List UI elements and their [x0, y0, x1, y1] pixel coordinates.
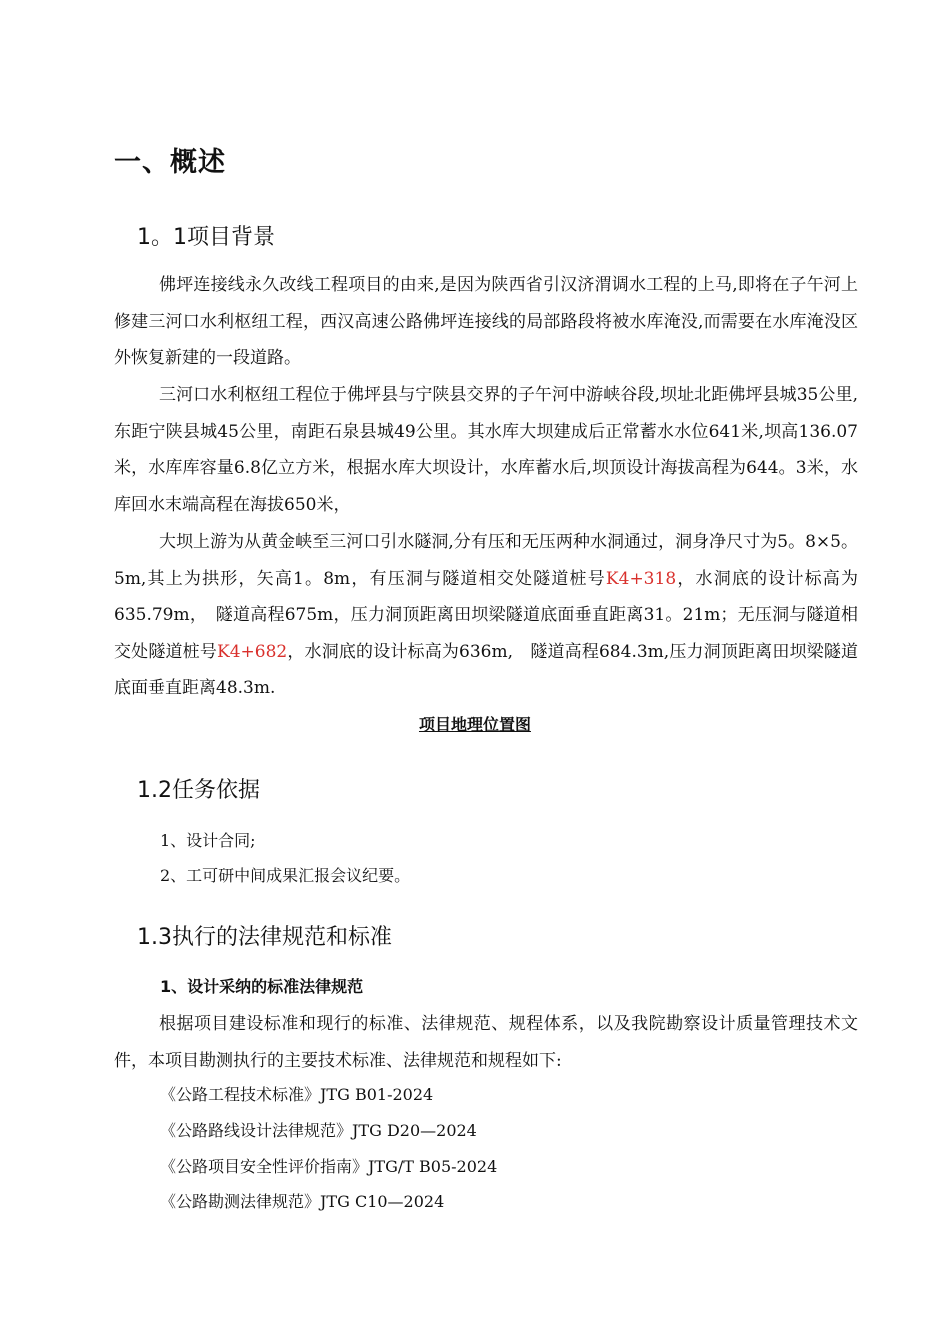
paragraph-text: 大坝上游为从黄金峡至三河口引水隧洞,分有压和无压两种水洞通过，洞身净尺寸为5。8×5。5m,其上为拱形，矢高1。8m，有压洞与隧道相交处隧道桩号 — [114, 532, 858, 589]
standard-item-1: 《公路工程技术标准》JTG B01-2024 — [160, 1085, 434, 1104]
paragraph-text: ，水洞底的设计标高为636m, 隧道高程684.3m,压力洞顶距离田坝梁隧道底面垂直距离48.3m. — [114, 641, 859, 698]
station-number-1: K4+318 — [605, 568, 677, 589]
standard-item-3: 《公路项目安全性评价指南》JTG/T B05-2024 — [160, 1157, 498, 1176]
chapter-heading: 一、概述 — [114, 147, 226, 178]
paragraph-standards: 根据项目建设标准和现行的标准、法律规范、规程体系，以及我院勘察设计质量管理技术文件，本项目勘测执行的主要技术标准、法律规范和规程如下: — [114, 1014, 858, 1071]
basis-item-2: 2、工可研中间成果汇报会议纪要。 — [160, 866, 411, 885]
subsection-title: 1、设计采纳的标准法律规范 — [160, 977, 364, 996]
station-number-2: K4+682 — [217, 641, 288, 662]
section-title-1-3: 1.3执行的法律规范和标准 — [137, 925, 392, 950]
paragraph-text: ，水洞底的设计标高为635.79m， 隧道高程675m，压力洞顶距离田坝梁隧道底面垂直距离31。21m；无压洞与隧道相交处隧道桩号 — [114, 568, 858, 662]
standard-item-4: 《公路勘测法律规范》JTG C10—2024 — [160, 1192, 445, 1211]
section-title-1-2: 1.2任务依据 — [137, 778, 260, 803]
standard-item-2: 《公路路线设计法律规范》JTG D20—2024 — [160, 1121, 477, 1140]
section-title-1-1: 1。1项目背景 — [137, 225, 275, 250]
basis-item-1: 1、设计合同; — [160, 831, 256, 850]
paragraph-background-1: 佛坪连接线永久改线工程项目的由来,是因为陕西省引汉济渭调水工程的上马,即将在子午河上修建三河口水利枢纽工程，西汉高速公路佛坪连接线的局部路段将被水库淹没,而需要在水库淹没区外恢复新建的一段道路。 — [114, 275, 858, 368]
paragraph-background-2: 三河口水利枢纽工程位于佛坪县与宁陕县交界的子午河中游峡谷段,坝址北距佛坪县城35公里,东距宁陕县城45公里，南距石泉县城49公里。其水库大坝建成后正常蓄水水位641米,坝高136.07米，水库库容量6.8亿立方米，根据水库大坝设计，水库蓄水后,坝顶设计海拔高程为644。3米，水库回水末端高程在海拔650米， — [114, 385, 858, 515]
figure-caption: 项目地理位置图 — [418, 715, 531, 734]
paragraph-background-3 — [114, 524, 858, 707]
